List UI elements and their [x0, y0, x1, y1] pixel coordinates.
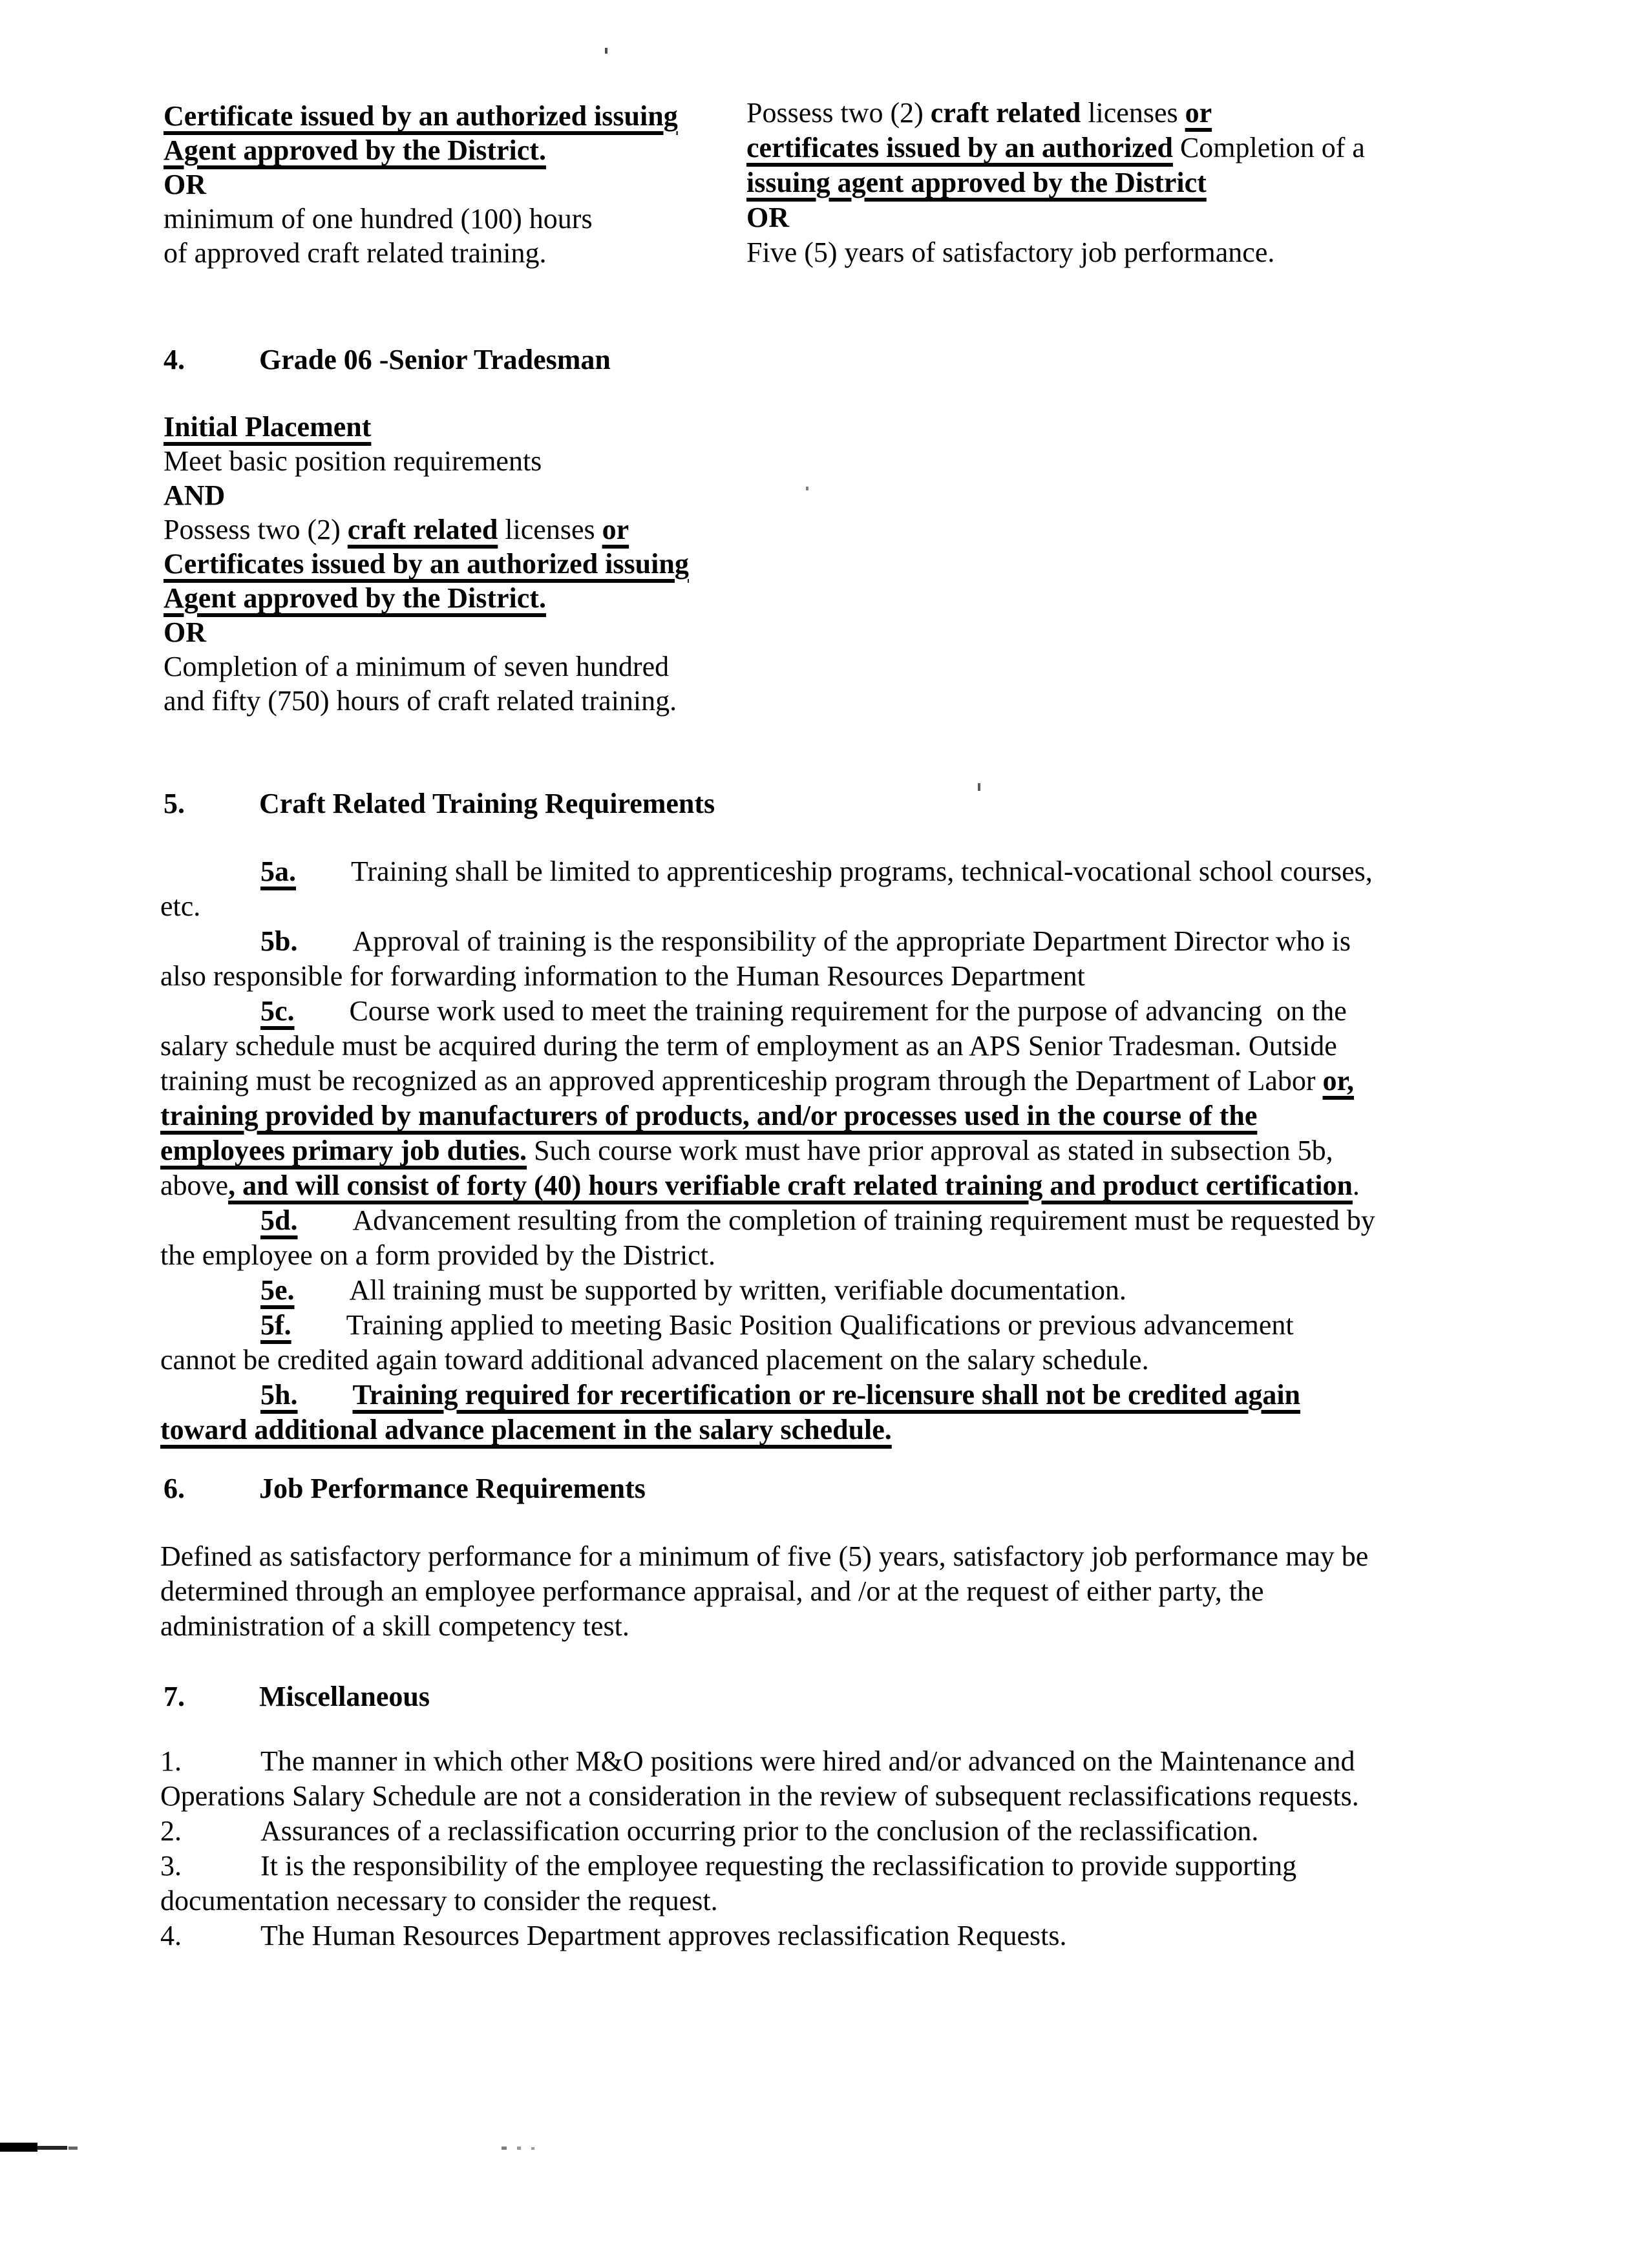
scan-artifact	[806, 487, 808, 490]
text-segment: Meet basic position requirements	[164, 445, 542, 477]
text-segment: craft related	[930, 97, 1081, 129]
text-line	[160, 924, 1375, 959]
text-segment: cannot be credited again toward additional advanced placement on the salary schedule.	[160, 1344, 1149, 1376]
text-segment: Completion of a minimum of seven hundred	[164, 651, 670, 682]
text-segment: 5a.	[260, 856, 296, 887]
section5-body	[160, 854, 1375, 1447]
text-line	[164, 786, 715, 821]
text-segment: Training shall be limited to apprenticeship programs, technical-vocational school courses,	[351, 856, 1373, 887]
text-segment: 5e.	[260, 1274, 295, 1306]
text-line	[164, 342, 611, 377]
text-line	[160, 1133, 1375, 1168]
section7-heading	[164, 1679, 430, 1714]
text-line	[160, 1884, 1359, 1918]
text-line	[164, 684, 689, 718]
text-line	[164, 167, 678, 202]
text-segment: Training required for recertification or re-licensure shall not be credited again	[352, 1379, 1301, 1411]
text-segment: AND	[164, 479, 226, 511]
text-segment: administration of a skill competency test.	[160, 1610, 629, 1642]
text-segment: 1.	[160, 1745, 182, 1777]
section6-heading	[164, 1471, 646, 1506]
text-segment: or,	[1322, 1065, 1354, 1097]
text-line	[160, 1378, 1375, 1412]
text-segment: The Human Resources Department approves reclassification Requests.	[260, 1920, 1067, 1951]
top-left-column	[164, 99, 678, 270]
text-line	[160, 854, 1375, 889]
text-line	[746, 235, 1365, 270]
text-segment: Agent approved by the District.	[164, 582, 546, 614]
text-segment: licenses	[498, 514, 602, 545]
text-segment: or	[602, 514, 629, 545]
text-line	[160, 1308, 1375, 1343]
text-line	[160, 1779, 1359, 1814]
section5-heading	[164, 786, 715, 821]
text-segment: training provided by manufacturers of products, and/or processes used in the course of the	[160, 1100, 1258, 1131]
text-line	[160, 1238, 1375, 1273]
text-segment: Initial Placement	[164, 411, 372, 443]
text-line	[160, 1029, 1375, 1064]
text-segment: Certificate issued by an authorized issuing	[164, 100, 678, 132]
text-line	[160, 1343, 1375, 1378]
text-segment: determined through an employee performance appraisal, and /or at the request of either party, the	[160, 1575, 1264, 1607]
text-segment: licenses	[1081, 97, 1185, 129]
text-line	[164, 133, 678, 167]
text-segment: 5d.	[260, 1204, 298, 1236]
text-segment: All training must be supported by written, verifiable documentation.	[349, 1274, 1126, 1306]
text-line	[746, 96, 1365, 131]
scan-artifact	[978, 783, 980, 791]
text-line	[164, 202, 678, 236]
text-segment: 5c.	[260, 995, 295, 1027]
text-segment: Agent approved by the District.	[164, 134, 546, 166]
scan-artifact	[605, 48, 607, 54]
scan-artifact	[0, 2143, 37, 2152]
text-line	[160, 1609, 1368, 1644]
section7-body	[160, 1744, 1359, 1953]
text-line	[164, 1471, 646, 1506]
text-segment: Training applied to meeting Basic Position Qualifications or previous advancement	[346, 1309, 1294, 1341]
text-line	[160, 889, 1375, 924]
text-line	[160, 1574, 1368, 1609]
text-line	[164, 615, 689, 649]
text-segment: Course work used to meet the training requirement for the purpose of advancing on the	[349, 995, 1347, 1027]
text-segment: craft related	[347, 514, 498, 545]
section4-heading	[164, 342, 611, 377]
text-segment: 5b.	[260, 925, 298, 957]
text-segment: Possess two (2)	[164, 514, 348, 545]
text-segment: 6.	[164, 1473, 185, 1504]
text-line	[160, 1273, 1375, 1308]
text-segment: Craft Related Training Requirements	[259, 788, 715, 819]
text-line	[160, 1744, 1359, 1779]
text-segment: etc.	[160, 890, 201, 922]
scan-artifact	[69, 2147, 78, 2150]
text-segment: .	[1352, 1170, 1360, 1201]
text-segment: Job Performance Requirements	[259, 1473, 646, 1504]
text-line	[164, 444, 689, 478]
text-segment: or	[1185, 97, 1212, 129]
text-line	[160, 1064, 1375, 1098]
text-line	[164, 478, 689, 512]
text-segment: and fifty (750) hours of craft related training.	[164, 685, 677, 717]
text-line	[160, 1849, 1359, 1884]
text-segment: 3.	[160, 1850, 182, 1882]
text-line	[164, 99, 678, 133]
text-segment: Possess two (2)	[746, 97, 931, 129]
text-segment: above	[160, 1170, 229, 1201]
text-line	[160, 1412, 1375, 1447]
scan-artifact	[531, 2147, 534, 2150]
text-line	[160, 1168, 1375, 1203]
scan-artifact	[517, 2147, 521, 2150]
text-segment: Operations Salary Schedule are not a consideration in the review of subsequent reclassifications requests.	[160, 1780, 1359, 1812]
text-segment: Such course work must have prior approval as stated in subsection 5b,	[527, 1135, 1333, 1166]
text-line	[164, 581, 689, 615]
text-line	[164, 410, 689, 444]
text-segment: Grade 06 -Senior Tradesman	[259, 344, 611, 375]
text-line	[160, 1814, 1359, 1849]
text-segment: Advancement resulting from the completion of training requirement must be requested by	[352, 1204, 1375, 1236]
scan-artifact	[37, 2146, 67, 2150]
text-line	[746, 131, 1365, 165]
section4-initial-placement-block	[164, 410, 689, 718]
text-segment: 4.	[164, 344, 185, 375]
text-segment: also responsible for forwarding information to the Human Resources Department	[160, 960, 1085, 992]
text-segment: Miscellaneous	[259, 1681, 430, 1712]
section6-body	[160, 1539, 1368, 1644]
text-segment: the employee on a form provided by the District.	[160, 1239, 715, 1271]
text-line	[160, 959, 1375, 994]
text-segment: documentation necessary to consider the request.	[160, 1885, 718, 1916]
text-segment: Assurances of a reclassification occurring prior to the conclusion of the reclassification.	[260, 1815, 1259, 1847]
text-segment: of approved craft related training.	[164, 237, 547, 269]
text-line	[164, 1679, 430, 1714]
top-right-column	[746, 96, 1365, 270]
text-segment: training must be recognized as an approved apprenticeship program through the Department of Labor	[160, 1065, 1323, 1097]
text-segment: Five (5) years of satisfactory job performance.	[746, 236, 1275, 268]
text-segment: Certificates issued by an authorized issuing	[164, 548, 689, 580]
text-segment: 4.	[160, 1920, 182, 1951]
text-line	[164, 236, 678, 270]
text-segment: 5.	[164, 788, 185, 819]
text-line	[746, 200, 1365, 235]
text-line	[746, 165, 1365, 200]
text-segment: issuing agent approved by the District	[746, 167, 1207, 198]
text-segment: Approval of training is the responsibility of the appropriate Department Director who is	[352, 925, 1351, 957]
text-segment: , and will consist of forty (40) hours verifiable craft related training and product certification	[228, 1170, 1353, 1201]
text-line	[160, 994, 1375, 1029]
text-segment: employees primary job duties.	[160, 1135, 527, 1166]
scan-artifact	[502, 2147, 507, 2150]
text-segment: salary schedule must be acquired during the term of employment as an APS Senior Tradesman. Outside	[160, 1030, 1337, 1062]
text-segment: OR	[164, 169, 206, 200]
text-line	[164, 512, 689, 547]
text-segment: certificates issued by an authorized	[746, 132, 1173, 163]
text-segment: Completion of a	[1172, 132, 1365, 163]
text-segment: It is the responsibility of the employee requesting the reclassification to provide supporting	[260, 1850, 1297, 1882]
text-segment: OR	[746, 202, 789, 233]
text-line	[164, 547, 689, 581]
text-line	[160, 1098, 1375, 1133]
text-segment: OR	[164, 616, 206, 648]
text-segment: toward additional advance placement in the salary schedule.	[160, 1414, 892, 1445]
text-segment: 5h.	[260, 1379, 298, 1411]
text-line	[160, 1918, 1359, 1953]
text-line	[164, 649, 689, 684]
text-segment: minimum of one hundred (100) hours	[164, 203, 593, 235]
text-segment: 2.	[160, 1815, 182, 1847]
text-segment: 7.	[164, 1681, 185, 1712]
text-line	[160, 1203, 1375, 1238]
text-segment: 5f.	[260, 1309, 291, 1341]
text-line	[160, 1539, 1368, 1574]
text-segment: Defined as satisfactory performance for a minimum of five (5) years, satisfactory job performance may be	[160, 1540, 1369, 1572]
text-segment: The manner in which other M&O positions were hired and/or advanced on the Maintenance and	[260, 1745, 1355, 1777]
